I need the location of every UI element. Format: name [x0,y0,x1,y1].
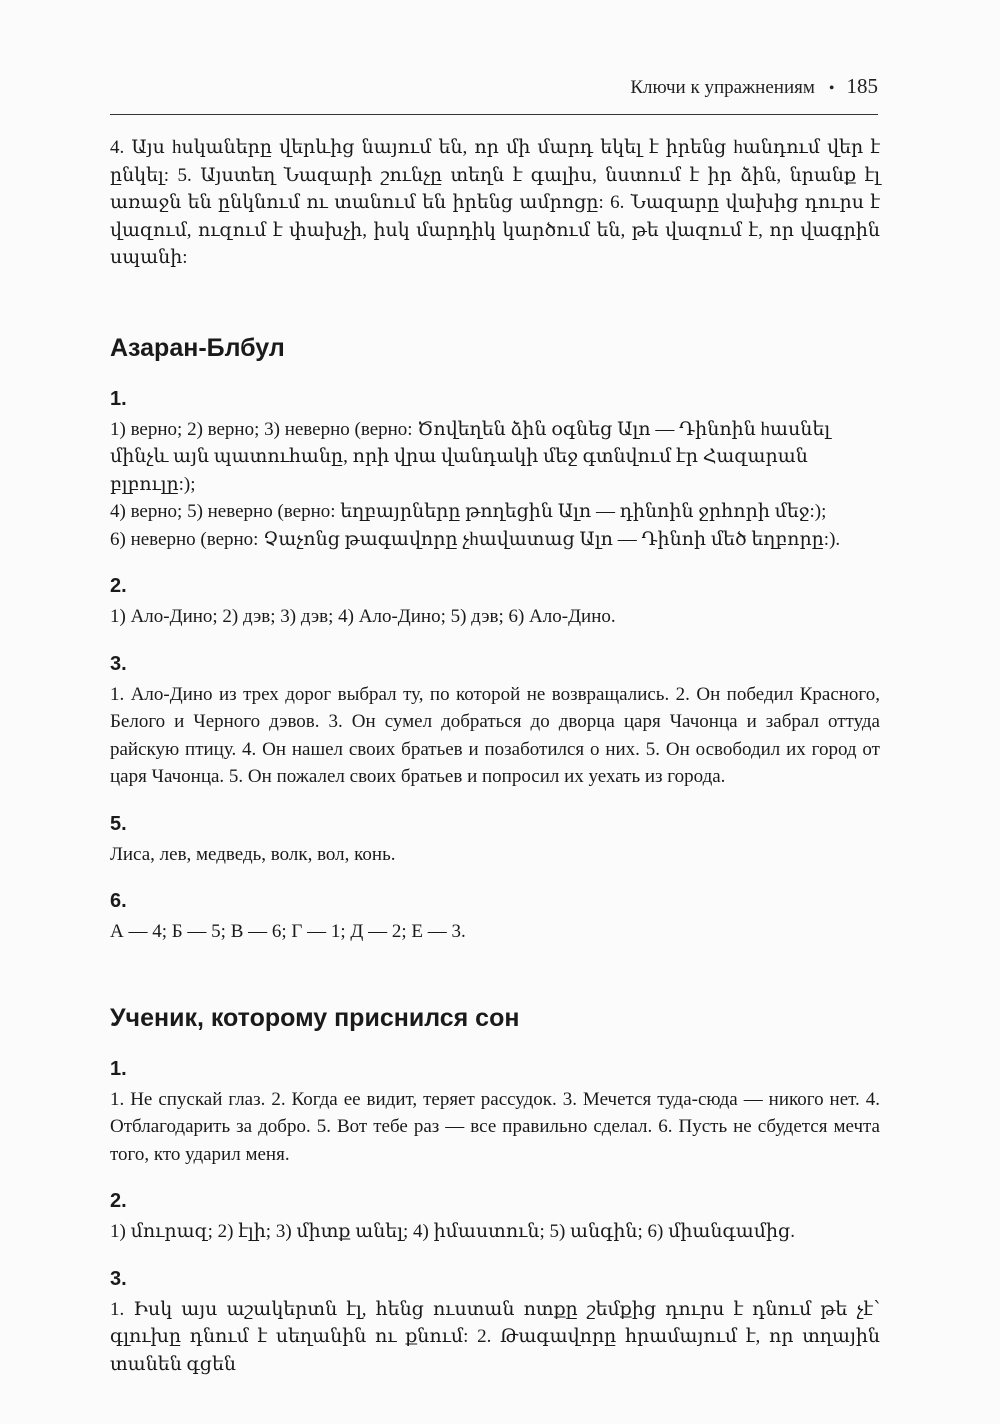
exercise-answer [110,416,880,554]
exercise-number: 2. [110,575,127,597]
exercise-number: 3. [110,652,127,675]
answer-line: 1) верно; 2) верно; 3) неверно (верно: Ծովեղեն ձին օգնեց Ալո — Դինոին hասնել [110,418,831,440]
section-title-azaran-blbul: Азаран-Блбул [110,333,285,362]
answer-line: 6) неверно (верно: Չաչոնց թագավորը չhավատաց Ալո — Դինոի մեծ եղբորը:). [110,528,841,550]
running-header [110,74,878,99]
page-number: 185 [846,74,878,98]
bullet-separator: • [828,80,835,97]
page-content [110,134,880,1378]
header-rule [110,114,878,115]
exercise-answer: 1) Ало-Дино; 2) дэв; 3) дэв; 4) Ало-Дино; 5) дэв; 6) Ало-Дино. [110,606,616,627]
section-title-uchenik: Ученик, которому приснился сон [110,1003,520,1032]
exercise-number: 6. [110,890,127,912]
exercise-answer: 1. Իսկ այս աշակերտն էլ, հենց ուստան ոտքը շեմքից դուրս է դնում թե չէ՝ գլուխը դնում է սեղանին ու քնում: 2. Թագավորը հրամայում է, որ տղային տանեն գցեն [110,1298,880,1375]
answer-line: 4) верно; 5) неверно (верно: եղբայրները թողեցին Ալո — դինոին ջրհորի մեջ:); [110,501,827,522]
exercise-number: 3. [110,1267,127,1290]
exercise-answer: 1. Ало-Дино из трех дорог выбрал ту, по которой не возвращались. 2. Он победил Красного, Белого и Черного дэвов. 3. Он сумел добраться до дворца царя Чачонца и забрал оттуда райскую птицу. 4. Он нашел своих братьев и позаботился о них. 5. Он освободил их город от царя Чачонца. 5. Он пожалел своих братьев и попросил их уехать из города. [110,683,880,787]
exercise-answer: А — 4; Б — 5; В — 6; Г — 1; Д — 2; Е — 3. [110,921,466,942]
intro-paragraph: 4. Այս hսկաները վերևից նայում են, որ մի մարդ եկել է իրենց hանդում վեր է ընկել: 5. Այստեղ Նազարի շունչը տեղն է գալիս, նստում է իր ձին, նրանք էլ առաջն են ընկնում ու տանում են իրենց ամրոցը: 6. Նազարը վախից դուրս է վազում, ուզում է փախչի, իսկ մարդիկ կարծում են, թե վազում է, որ վագրին սպանի: [110,137,880,268]
running-title: Ключи к упражнениям [630,77,815,98]
exercise-number: 1. [110,387,127,410]
exercise-answer: 1. Не спускай глаз. 2. Когда ее видит, теряет рассудок. 3. Мечется туда-сюда — никого нет. 4. Отблагодарить за добро. 5. Вот тебе раз — все правильно сделал. 6. Пусть не сбудется мечта того, кто ударил меня. [110,1088,880,1165]
answer-line: մինչև այն պատուհանը, որի վրա վանդակի մեջ գտնվում էր Հազարան բլբուլը:); [110,446,808,495]
exercise-answer: 1) մուրազ; 2) էլի; 3) միտք անել; 4) իմաստուն; 5) անգին; 6) միանգամից. [110,1221,796,1242]
exercise-number: 2. [110,1190,127,1212]
exercise-number: 1. [110,1057,127,1080]
exercise-answer: Лиса, лев, медведь, волк, вол, конь. [110,843,396,865]
exercise-number: 5. [110,812,127,835]
